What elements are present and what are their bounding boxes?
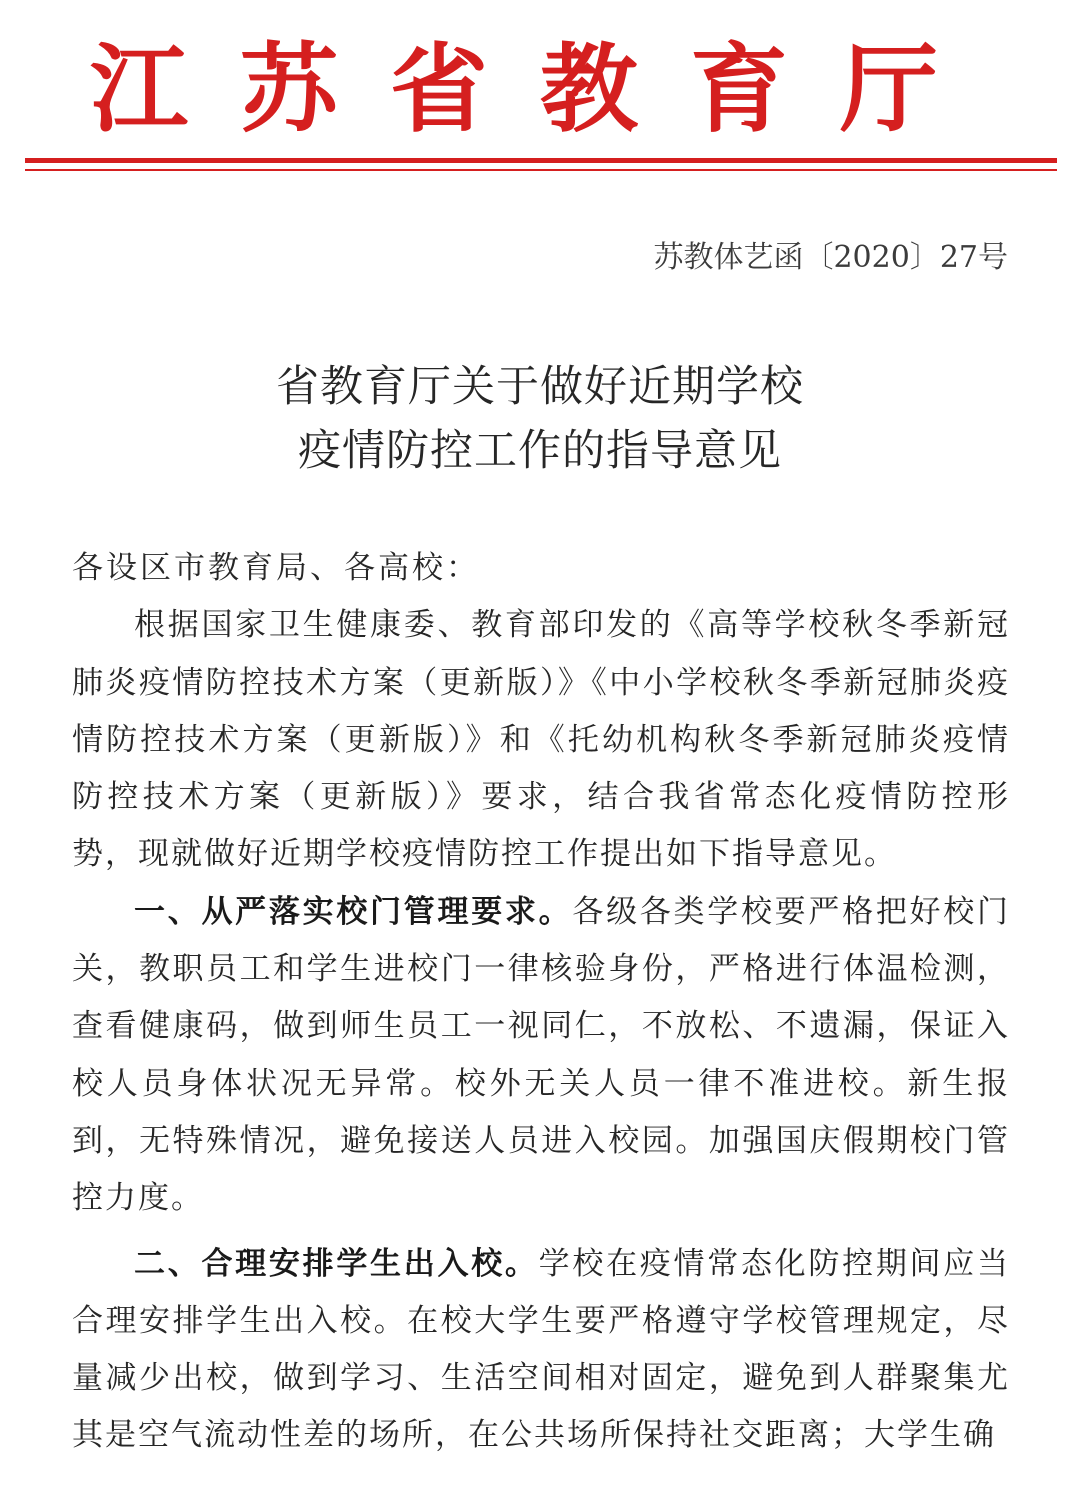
document-number: 苏教体艺函〔2020〕27号 [653, 240, 1008, 275]
section-1-heading: 一、从严落实校门管理要求。 [134, 893, 573, 930]
intro-paragraph: 根据国家卫生健康委、教育部印发的《高等学校秋冬季新冠肺炎疫情防控技术方案（更新版）》《中小学校秋冬季新冠肺炎疫情防控技术方案（更新版）》和《托幼机构秋冬季新冠肺炎疫情防控技术方案（更新版）》要求，结合我省常态化疫情防控形势，现就做好近期学校疫情防控工作提出如下指导意见。 [72, 607, 1010, 873]
section-1-body: 各级各类学校要严格把好校门关，教职员工和学生进校门一律核验身份，严格进行体温检测，查看健康码，做到师生员工一视同仁，不放松、不遗漏，保证入校人员身体状况无异常。校外无关人员一律不准进校。新生报到，无特殊情况，避免接送人员进入校园。加强国庆假期校门管控力度。 [72, 893, 1010, 1217]
section-2-body: 学校在疫情常态化防控期间应当合理安排学生出入校。在校大学生要严格遵守学校管理规定，尽量减少出校，做到学习、生活空间相对固定，避免到人群聚集尤其是空气流动性差的场所，在公共场所保持社交距离；大学生确 [72, 1245, 1010, 1454]
letterhead-rule-thin [25, 169, 1057, 171]
addressee: 各设区市教育局、各高校： [72, 550, 480, 586]
letterhead-banner [0, 30, 1080, 150]
letterhead-org-name: 江苏省教育厅 [89, 34, 990, 146]
section-1-paragraph [72, 884, 1010, 1228]
section-2-heading: 二、合理安排学生出入校。 [134, 1245, 539, 1282]
document-title [0, 355, 1080, 483]
letterhead-rule-thick [25, 158, 1057, 163]
title-line-2: 疫情防控工作的指导意见 [298, 426, 782, 476]
document-body [72, 540, 1010, 1465]
section-2-paragraph [72, 1236, 1010, 1465]
title-line-1: 省教育厅关于做好近期学校 [276, 362, 804, 412]
